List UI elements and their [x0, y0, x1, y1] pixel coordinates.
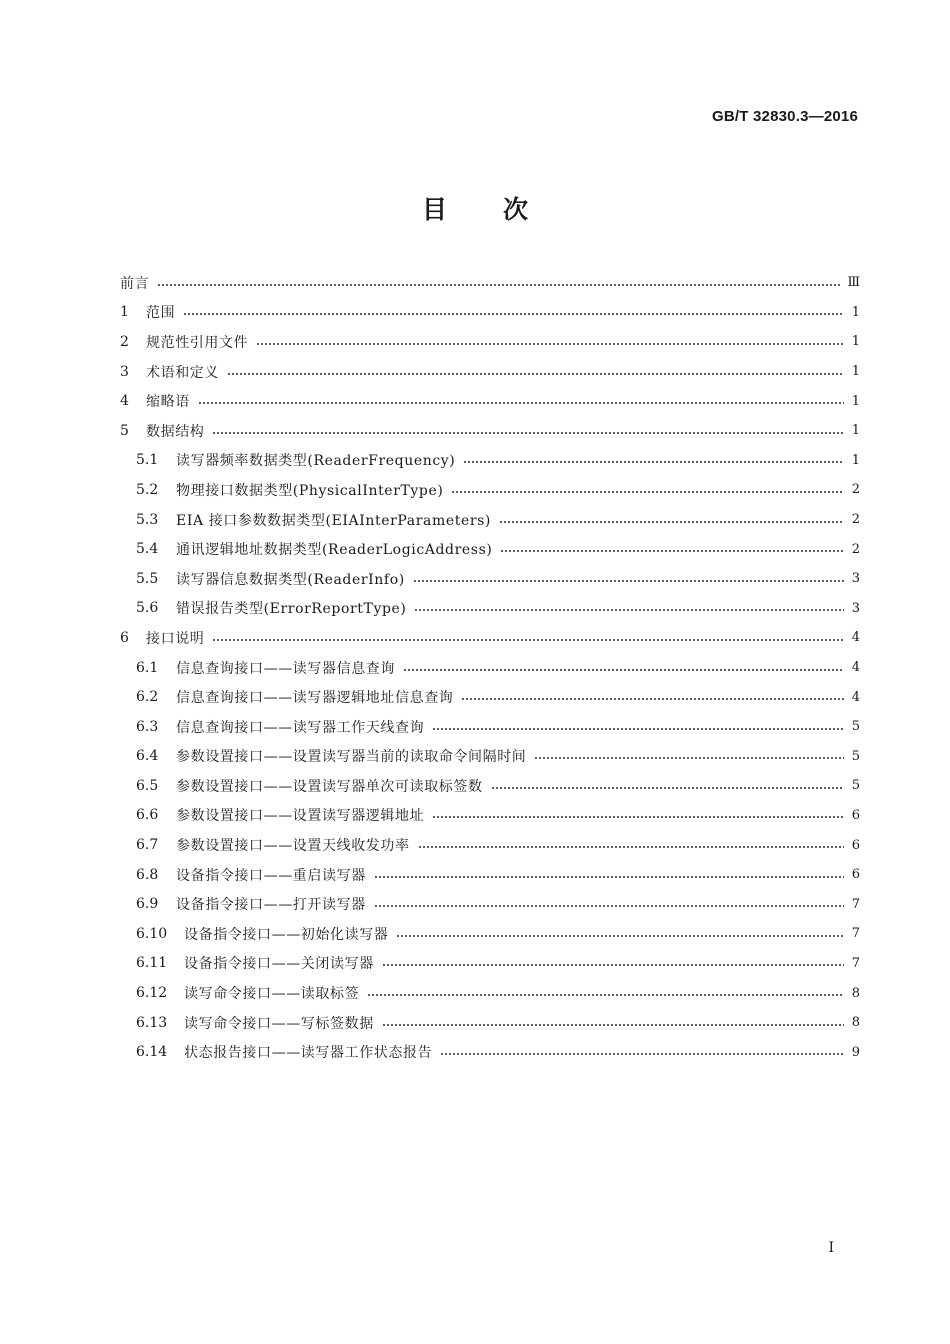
toc-dot-leader [463, 460, 844, 464]
standard-number: GB/T 32830.3—2016 [712, 108, 858, 125]
toc-dot-leader [374, 904, 844, 908]
toc-entry[interactable] [120, 416, 860, 446]
toc-entry-number: 6.7 [136, 837, 159, 854]
toc-entry-number: 6.14 [136, 1044, 168, 1061]
toc-dot-leader [183, 312, 844, 316]
toc-dot-leader [500, 549, 844, 553]
toc-entry-title: 设备指令接口——关闭读写器 [184, 956, 374, 973]
toc-entry[interactable] [120, 357, 860, 387]
toc-entry-title: 读写器频率数据类型(ReaderFrequency) [176, 453, 456, 470]
toc-entry-number: 6.3 [136, 718, 159, 735]
toc-entry[interactable] [120, 771, 860, 801]
toc-entry-number: 6.1 [136, 659, 159, 676]
toc-entry-number: 5.2 [136, 481, 159, 498]
toc-entry-title: 状态报告接口——读写器工作状态报告 [184, 1045, 433, 1062]
toc-entry[interactable] [120, 860, 860, 890]
toc-entry-number: 5 [120, 422, 129, 439]
page-title: 目次 [421, 195, 584, 224]
toc-entry-number: 6.4 [136, 748, 159, 765]
toc-entry-title: 设备指令接口——打开读写器 [176, 897, 366, 914]
toc-entry-title: 通讯逻辑地址数据类型(ReaderLogicAddress) [176, 542, 493, 559]
toc-entry-title: 参数设置接口——设置读写器单次可读取标签数 [176, 778, 483, 795]
toc-entry-number: 6.5 [136, 777, 159, 794]
toc-entry-page: 6 [851, 837, 860, 853]
toc-dot-leader [451, 490, 844, 494]
toc-entry-page: 1 [851, 304, 860, 320]
toc-entry[interactable] [120, 386, 860, 416]
toc-entry[interactable] [120, 564, 860, 594]
toc-entry-title: 设备指令接口——初始化读写器 [184, 926, 389, 943]
toc-entry-page: 2 [851, 482, 860, 498]
toc-entry[interactable] [120, 268, 860, 298]
toc-entry-number: 3 [120, 363, 129, 380]
toc-entry-title: 缩略语 [146, 394, 190, 411]
toc-entry[interactable] [120, 534, 860, 564]
toc-entry-page: 1 [851, 393, 860, 409]
toc-entry-number: 6.10 [136, 925, 168, 942]
toc-entry-title: EIA 接口参数数据类型(EIAInterParameters) [176, 512, 491, 529]
toc-entry[interactable] [120, 1008, 860, 1038]
toc-entry-page: 7 [851, 926, 860, 942]
toc-entry[interactable] [120, 742, 860, 772]
toc-entry-page: 5 [851, 778, 860, 794]
toc-entry-title: 信息查询接口——读写器信息查询 [176, 660, 395, 677]
toc-entry-number: 6 [120, 629, 129, 646]
toc-entry[interactable] [120, 505, 860, 535]
toc-dot-leader [534, 756, 844, 760]
toc-dot-leader [491, 786, 844, 790]
toc-entry[interactable] [120, 801, 860, 831]
toc-dot-leader [403, 668, 844, 672]
toc-entry-page: 4 [851, 660, 860, 676]
toc-dot-leader [367, 993, 844, 997]
toc-dot-leader [198, 401, 844, 405]
toc-entry-number: 6.11 [136, 955, 168, 972]
toc-entry-number: 6.2 [136, 689, 159, 706]
toc-entry[interactable] [120, 712, 860, 742]
toc-entry[interactable] [120, 978, 860, 1008]
toc-entry-number: 5.1 [136, 452, 159, 469]
toc-dot-leader [374, 875, 844, 879]
toc-entry-title: 术语和定义 [146, 364, 219, 381]
toc-entry-page: 5 [851, 719, 860, 735]
toc-entry-title: 错误报告类型(ErrorReportType) [176, 601, 407, 618]
toc-entry[interactable] [120, 623, 860, 653]
toc-entry-page: 2 [851, 541, 860, 557]
toc-entry-number: 6.12 [136, 985, 168, 1002]
toc-entry-title: 数据结构 [146, 423, 205, 440]
toc-dot-leader [432, 815, 844, 819]
toc-entry-page: 4 [851, 689, 860, 705]
toc-entry[interactable] [120, 889, 860, 919]
toc-entry-page: 8 [851, 985, 860, 1001]
toc-dot-leader [413, 579, 844, 583]
toc-entry-page: 5 [851, 748, 860, 764]
toc-entry-title: 信息查询接口——读写器逻辑地址信息查询 [176, 690, 454, 707]
toc-entry-page: 3 [851, 600, 860, 616]
toc-dot-leader [432, 727, 844, 731]
toc-entry[interactable] [120, 1037, 860, 1067]
toc-entry-title: 前言 [120, 275, 150, 292]
toc-entry-page: 8 [851, 1015, 860, 1031]
toc-entry-page: 3 [851, 571, 860, 587]
toc-entry-title: 参数设置接口——设置读写器当前的读取命令间隔时间 [176, 749, 527, 766]
toc-entry-number: 6.13 [136, 1014, 168, 1031]
toc-dot-leader [212, 638, 844, 642]
toc-entry-title: 参数设置接口——设置读写器逻辑地址 [176, 808, 425, 825]
toc-dot-leader [382, 963, 844, 967]
toc-entry-title: 范围 [146, 305, 176, 322]
toc-dot-leader [256, 342, 844, 346]
toc-entry-number: 6.6 [136, 807, 159, 824]
toc-dot-leader [418, 845, 844, 849]
toc-entry-title: 读写器信息数据类型(ReaderInfo) [176, 571, 405, 588]
toc-dot-leader [396, 934, 844, 938]
toc-dot-leader [440, 1052, 844, 1056]
toc-entry-page: 4 [851, 630, 860, 646]
toc-entry[interactable] [120, 919, 860, 949]
toc-entry[interactable] [120, 682, 860, 712]
toc-dot-leader [227, 372, 844, 376]
toc-entry[interactable] [120, 949, 860, 979]
toc-entry-page: 1 [851, 452, 860, 468]
toc-entry[interactable] [120, 830, 860, 860]
toc-entry-page: Ⅲ [847, 275, 860, 291]
toc-entry-number: 5.3 [136, 511, 159, 528]
toc-entry-page: 6 [851, 807, 860, 823]
toc-entry[interactable] [120, 653, 860, 683]
toc-entry-title: 信息查询接口——读写器工作天线查询 [176, 719, 425, 736]
toc-entry-page: 2 [851, 512, 860, 528]
toc-entry-number: 4 [120, 393, 129, 410]
toc-entry[interactable] [120, 327, 860, 357]
toc-entry-page: 6 [851, 867, 860, 883]
toc-dot-leader [499, 520, 844, 524]
toc-entry[interactable] [120, 594, 860, 624]
toc-entry-page: 1 [851, 364, 860, 380]
page-number: I [828, 1240, 834, 1256]
toc-entry-number: 5.6 [136, 600, 159, 617]
toc-entry-page: 9 [851, 1044, 860, 1060]
toc-entry-page: 7 [851, 896, 860, 912]
toc-entry-number: 6.8 [136, 866, 159, 883]
toc-dot-leader [461, 697, 844, 701]
toc-entry-page: 7 [851, 955, 860, 971]
toc-dot-leader [157, 283, 841, 287]
toc-entry-number: 6.9 [136, 896, 159, 913]
toc-entry-page: 1 [851, 423, 860, 439]
toc-entry-page: 1 [851, 334, 860, 350]
toc-entry-title: 参数设置接口——设置天线收发功率 [176, 838, 410, 855]
toc-entry[interactable] [120, 298, 860, 328]
toc-entry[interactable] [120, 446, 860, 476]
toc-entry-title: 接口说明 [146, 630, 205, 647]
toc-entry-title: 设备指令接口——重启读写器 [176, 867, 366, 884]
toc-entry-number: 5.4 [136, 541, 159, 558]
toc-dot-leader [414, 608, 844, 612]
toc-dot-leader [212, 431, 844, 435]
toc-entry-number: 2 [120, 333, 129, 350]
toc-entry-title: 读写命令接口——读取标签 [184, 986, 360, 1003]
toc-entry-number: 1 [120, 304, 129, 321]
toc-entry-title: 物理接口数据类型(PhysicalInterType) [176, 482, 444, 499]
toc-dot-leader [382, 1023, 844, 1027]
toc-entry-title: 读写命令接口——写标签数据 [184, 1015, 374, 1032]
toc-entry[interactable] [120, 475, 860, 505]
toc-entry-number: 5.5 [136, 570, 159, 587]
table-of-contents [120, 268, 860, 1067]
toc-entry-title: 规范性引用文件 [146, 334, 249, 351]
